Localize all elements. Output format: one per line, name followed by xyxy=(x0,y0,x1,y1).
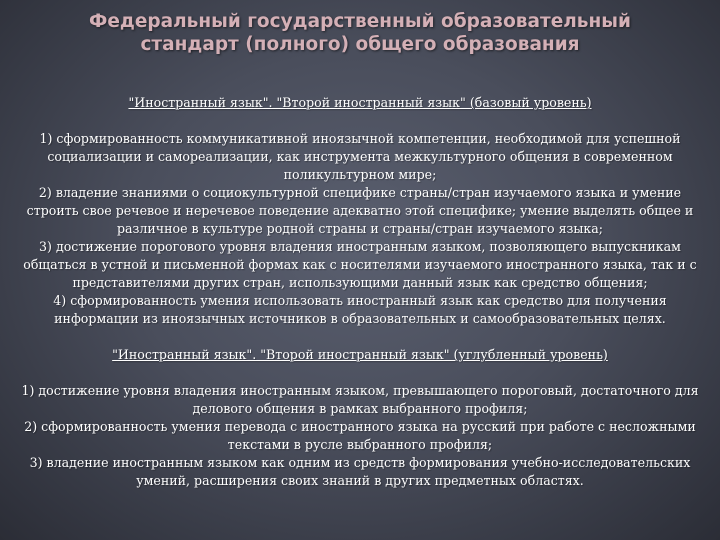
basic-item-4: 4) сформированность умения использовать иностранный язык как средство для получения информации из иноязычных источников в образовательных и самообразовательных целях. xyxy=(53,293,667,326)
advanced-item-2: 2) сформированность умения перевода с иностранного языка на русский при работе с несложными текстами в русле выбранного профиля; xyxy=(24,419,696,452)
basic-item-3: 3) достижение порогового уровня владения иностранным языком, позволяющего выпускникам общаться в устной и письменной формах как с носителями изучаемого иностранного языка, так и с представителями других стран, использующими данный язык как средство общения; xyxy=(23,239,697,290)
spacer xyxy=(14,112,706,130)
slide-body xyxy=(14,94,706,490)
slide-title-line-1: Федеральный государственный образовательный xyxy=(89,11,631,32)
basic-level-heading: "Иностранный язык". "Второй иностранный язык" (базовый уровень) xyxy=(128,95,592,110)
advanced-item-1: 1) достижение уровня владения иностранным языком, превышающего пороговый, достаточного для делового общения в рамках выбранного профиля; xyxy=(21,383,699,416)
basic-item-1: 1) сформированность коммуникативной иноязычной компетенции, необходимой для успешной социализации и самореализации, как инструмента межкультурного общения в современном поликультурном мире; xyxy=(39,131,681,182)
advanced-item-3: 3) владение иностранным языком как одним из средств формирования учебно-исследовательских умений, расширения своих знаний в других предметных областях. xyxy=(29,455,691,488)
basic-item-2: 2) владение знаниями о социокультурной специфике страны/стран изучаемого языка и умение строить свое речевое и неречевое поведение адекватно этой специфике; умение выделять общее и различное в культуре родной страны и страны/стран изучаемого языка; xyxy=(26,185,694,236)
slide-title-line-2: стандарт (полного) общего образования xyxy=(140,34,580,55)
slide-title xyxy=(40,10,680,56)
spacer xyxy=(14,328,706,346)
advanced-level-heading: "Иностранный язык". "Второй иностранный язык" (углубленный уровень) xyxy=(112,347,608,362)
spacer xyxy=(14,364,706,382)
